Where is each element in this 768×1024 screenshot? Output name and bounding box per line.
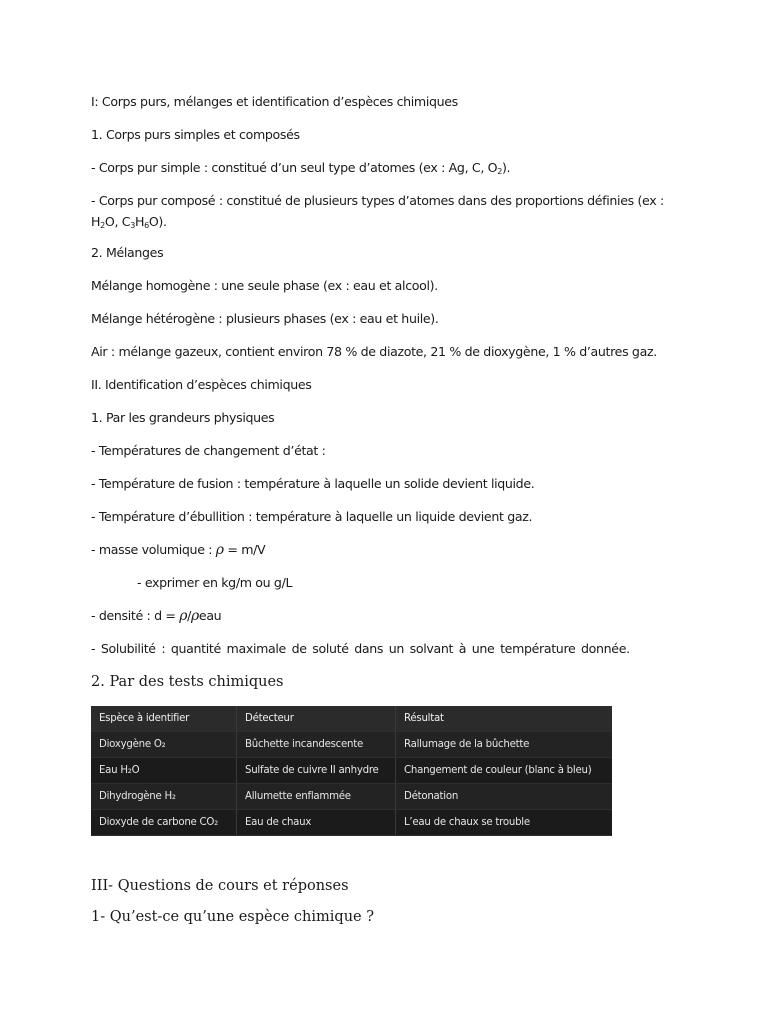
section-title-3: III- Questions de cours et réponses [91,878,349,894]
table-row [91,758,612,784]
table-cell: Dioxygène O₂ [91,732,237,758]
paragraph-melange-heterogene: Mélange hétérogène : plusieurs phases (ex : eau et huile). [91,311,439,326]
section-title-1: I: Corps purs, mélanges et identification d’espèces chimiques [91,94,458,109]
paragraph-temperatures-changement: - Températures de changement d’état : [91,443,326,458]
table-cell: Dihydrogène H₂ [91,784,237,810]
subsection-heading-corps-purs: 1. Corps purs simples et composés [91,127,300,142]
table-cell: Eau H₂O [91,758,237,784]
table-cell: Allumette enflammée [237,784,396,810]
paragraph-temperature-fusion: - Température de fusion : température à laquelle un solide devient liquide. [91,476,535,491]
paragraph-exprimer-unites: - exprimer en kg/m ou g/L [137,575,293,590]
table-cell: Changement de couleur (blanc à bleu) [396,758,613,784]
paragraph-corps-pur-compose: - Corps pur composé : constitué de plusieurs types d’atomes dans des proportions définies (ex : $H_2O$, $C_3H_6O$). [91,193,664,230]
table-cell: Bûchette incandescente [237,732,396,758]
subsection-heading-melanges: 2. Mélanges [91,245,164,260]
tests-chimiques-table [91,706,612,836]
paragraph-melange-homogene: Mélange homogène : une seule phase (ex : eau et alcool). [91,278,438,293]
subsection-heading-grandeurs: 1. Par les grandeurs physiques [91,410,275,425]
paragraph-air: Air : mélange gazeux, contient environ 78 % de diazote, 21 % de dioxygène, 1 % d’autres gaz. [91,344,657,359]
subsection-heading-tests-chimiques: 2. Par des tests chimiques [91,674,284,690]
table-cell: Rallumage de la bûchette [396,732,613,758]
paragraph-corps-pur-simple: - Corps pur simple : constitué d’un seul type d’atomes (ex : Ag, C, $O_2$). [91,160,511,176]
table-header-espece: Espèce à identifier [91,706,237,732]
table-row [91,810,612,836]
paragraph-masse-volumique: - masse volumique : ρ = m/V [91,542,266,558]
paragraph-solubilite: - Solubilité : quantité maximale de soluté dans un solvant à une température donnée. [91,641,630,656]
table-cell: Dioxyde de carbone CO₂ [91,810,237,836]
table-row [91,784,612,810]
section-title-2: II. Identification d’espèces chimiques [91,377,312,392]
table-header-resultat: Résultat [396,706,613,732]
table-row [91,732,612,758]
table-cell: L’eau de chaux se trouble [396,810,613,836]
paragraph-temperature-ebullition: - Température d’ébullition : température à laquelle un liquide devient gaz. [91,509,533,524]
paragraph-densite: - densité : d = ρ/ρeau [91,608,222,624]
question-1: 1- Qu’est-ce qu’une espèce chimique ? [91,909,374,925]
table-header-detecteur: Détecteur [237,706,396,732]
table-cell: Eau de chaux [237,810,396,836]
table-cell: Détonation [396,784,613,810]
table-cell: Sulfate de cuivre II anhydre [237,758,396,784]
table-header-row [91,706,612,732]
